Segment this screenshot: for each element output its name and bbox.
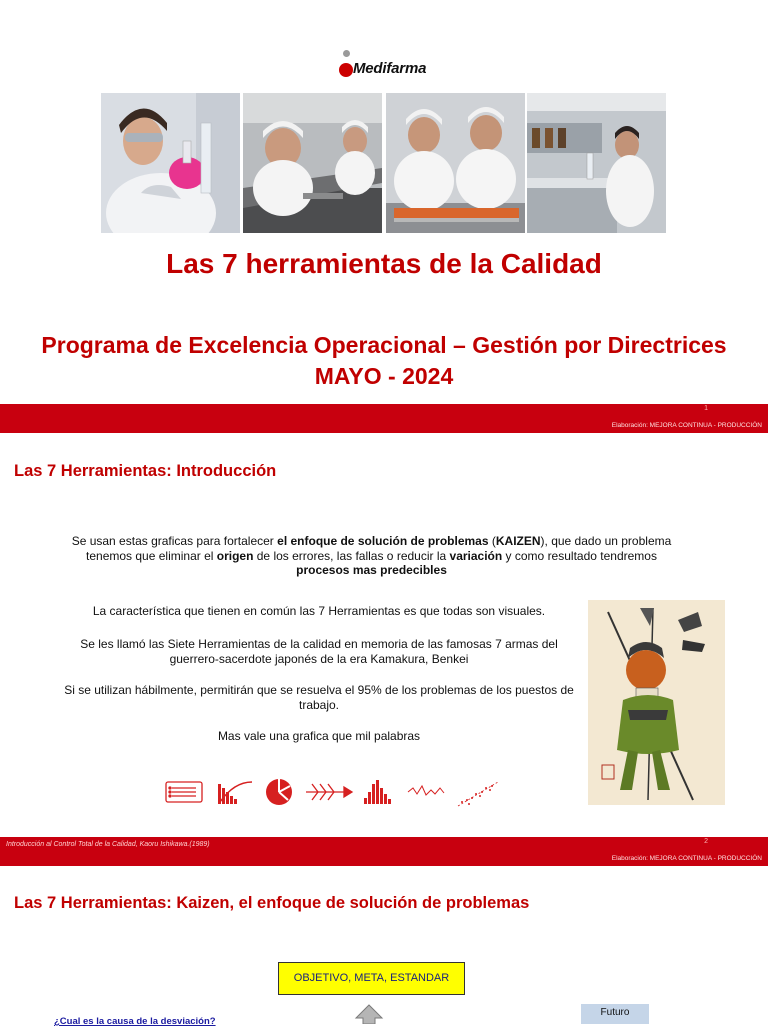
slide-footer-bar-2: [0, 837, 768, 866]
cause-effect-icon: [266, 779, 292, 805]
pareto-icon: [218, 782, 252, 804]
footer-source: Introducción al Control Total de la Calidad, Kaoru Ishikawa.(1989): [6, 841, 210, 848]
percent-paragraph: Si se utilizan hábilmente, permitirán que se resuelva el 95% de los problemas de los puestos de trabajo.: [64, 683, 574, 712]
check-sheet-icon: [166, 782, 202, 802]
subtitle-date: MAYO - 2024: [314, 363, 454, 389]
medifarma-logo: Medifarma: [338, 48, 458, 82]
footer-credit: Elaboración: MEJORA CONTINUA - PRODUCCIÓN: [611, 422, 762, 429]
objective-box: OBJETIVO, META, ESTANDAR: [278, 962, 465, 995]
presentation-title: Las 7 herramientas de la Calidad: [166, 248, 602, 279]
slide-heading: Las 7 Herramientas: Introducción: [14, 462, 277, 480]
slide-footer-bar: [0, 404, 768, 433]
slide-heading-3: Las 7 Herramientas: Kaizen, el enfoque de solución de problemas: [14, 894, 530, 912]
cause-question: ¿Cual es la causa de la desviación?: [54, 1016, 216, 1027]
seven-tools-icons: [164, 776, 504, 810]
intro-paragraph: Se usan estas graficas para fortalecer el enfoque de solución de problemas (KAIZEN), que dado un problema tenemos que eliminar el origen de los errores, las fallas o reducir la variación y como resultado tendremos procesos mas predecibles: [71, 534, 672, 577]
slide-1: [0, 0, 768, 433]
lab-photo-2: [243, 93, 382, 233]
up-arrow-icon: [354, 1004, 384, 1024]
fishbone-icon: [306, 784, 352, 800]
scatter-icon: [458, 782, 498, 806]
histogram-icon: [364, 780, 391, 804]
subtitle-program: Programa de Excelencia Operacional – Gestión por Directrices: [41, 332, 727, 358]
visual-paragraph: La característica que tienen en común las 7 Herramientas es que todas son visuales.: [92, 604, 546, 618]
benkei-illustration: [588, 600, 725, 805]
lab-photo-4: [527, 93, 666, 233]
photo-strip: [101, 93, 666, 233]
benkei-paragraph: Se les llamó las Siete Herramientas de la calidad en memoria de las famosas 7 armas del guerrero-sacerdote japonés de la era Kamakura, Benkei: [80, 637, 558, 666]
page-number: 1: [704, 405, 708, 412]
lab-photo-1: [101, 93, 240, 233]
lab-photo-3: [386, 93, 525, 233]
control-chart-icon: [408, 786, 444, 795]
futuro-box: Futuro: [581, 1004, 649, 1024]
footer-credit-2: Elaboración: MEJORA CONTINUA - PRODUCCIÓN: [611, 855, 762, 862]
page-number-2: 2: [704, 838, 708, 845]
quote-paragraph: Mas vale una grafica que mil palabras: [217, 729, 421, 743]
presentation-subtitle: [0, 330, 768, 392]
